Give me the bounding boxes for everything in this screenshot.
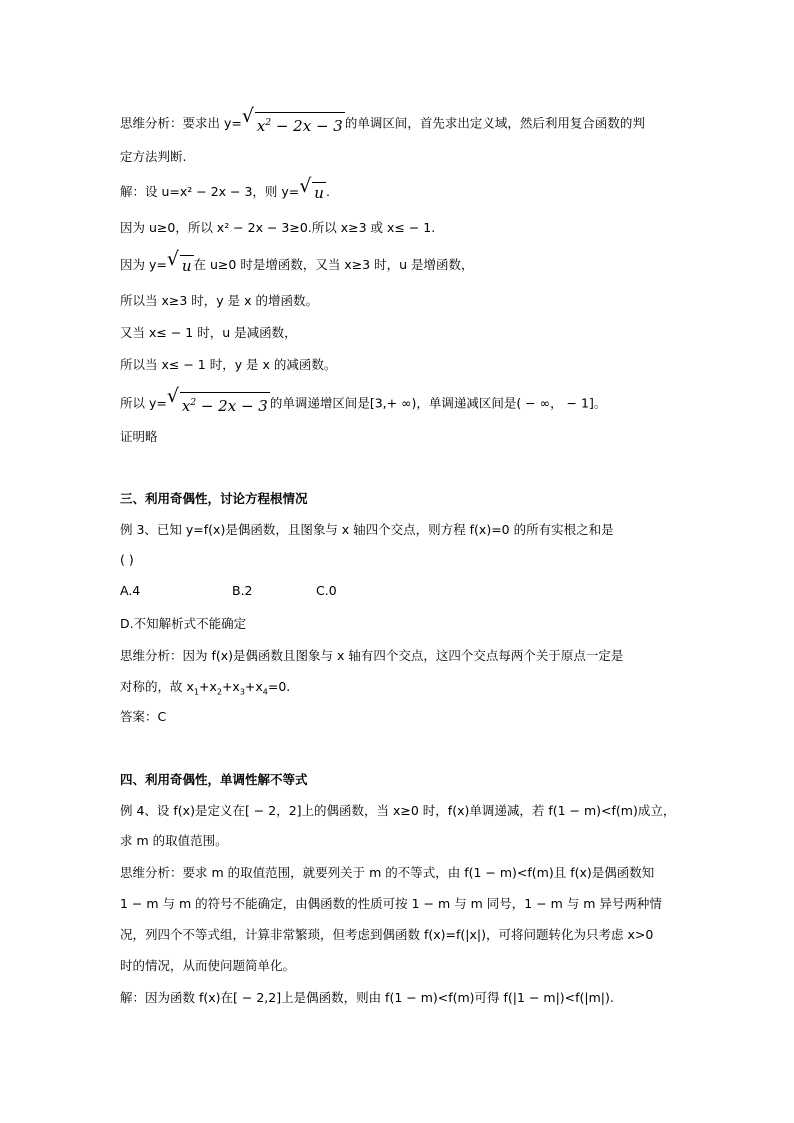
example-3-line-2: ( ) bbox=[120, 552, 134, 567]
analysis-3-line-2: 对称的，故 $x_1+x_2+x_3+x_4=0$. bbox=[120, 679, 291, 697]
text: 的单调递增区间是[3,+ ∞)，单调递减区间是( − ∞， − 1]。 bbox=[269, 395, 607, 411]
analysis-line-1 bbox=[120, 105, 645, 136]
text: 所以 y= bbox=[120, 395, 167, 411]
text: 在 u≥0 时是增函数，又当 x≥3 时，u 是增函数， bbox=[193, 257, 474, 272]
sqrt-expression bbox=[166, 385, 270, 416]
solution-line-7 bbox=[120, 385, 607, 416]
radical-sign: √ bbox=[166, 385, 179, 407]
analysis-4-line-4: 时的情况，从而使问题简单化。 bbox=[120, 958, 296, 973]
option-b: B.2 bbox=[232, 583, 253, 598]
analysis-4-line-2: 1 − m 与 m 的符号不能确定，由偶函数的性质可按 1 − m 与 m 同号，1 − m 与 m 异号两种情 bbox=[120, 896, 662, 911]
analysis-4-line-3: 况，列四个不等式组，计算非常繁琐，但考虑到偶函数 f(x)=f(|x|)，可将问题转化为只考虑 x>0 bbox=[120, 927, 654, 942]
sqrt-expression: √ u bbox=[299, 175, 324, 202]
radicand: $x^2 - 2x - 3$ bbox=[180, 392, 270, 415]
solution-4-line-1: 解：因为函数 f(x)在[ − 2,2]上是偶函数，则由 f(1 − m)<f(m)可得 f(|1 − m|)<f(|m|). bbox=[120, 990, 614, 1005]
solution-line-6: 所以当 x≤ − 1 时，y 是 x 的减函数。 bbox=[120, 357, 337, 372]
answer-3: 答案：C bbox=[120, 709, 167, 724]
text: 思维分析：要求出 y= bbox=[120, 115, 242, 131]
solution-line-5: 又当 x≤ − 1 时，u 是减函数， bbox=[120, 325, 297, 340]
solution-line-3 bbox=[120, 248, 474, 276]
option-d: D.不知解析式不能确定 bbox=[120, 616, 247, 631]
radical-sign: √ bbox=[166, 248, 179, 270]
text: 因为 y= bbox=[120, 257, 167, 272]
text: . bbox=[325, 184, 330, 199]
radical-sign: √ bbox=[241, 105, 254, 127]
option-a: A.4 bbox=[120, 583, 141, 598]
radicand: $x^2 - 2x - 3$ bbox=[255, 112, 345, 135]
analysis-4-line-1: 思维分析：要求 m 的取值范围，就要列关于 m 的不等式，由 f(1 − m)<f(m)且 f(x)是偶函数知 bbox=[120, 865, 655, 880]
example-3-line-1: 例 3、已知 y=f(x)是偶函数，且图象与 x 轴四个交点，则方程 f(x)=0 的所有实根之和是 bbox=[120, 522, 614, 537]
text: 解：设 u=x² − 2x − 3，则 y= bbox=[120, 184, 300, 199]
example-4-line-1: 例 4、设 f(x)是定义在[ − 2，2]上的偶函数，当 x≥0 时，f(x)单调递减，若 f(1 − m)<f(m)成立， bbox=[120, 803, 676, 818]
option-c: C.0 bbox=[316, 583, 337, 598]
text: 的单调区间，首先求出定义域，然后利用复合函数的判 bbox=[344, 115, 645, 131]
section-heading-4: 四、利用奇偶性，单调性解不等式 bbox=[120, 772, 308, 787]
sqrt-expression: √ u bbox=[166, 248, 192, 275]
solution-line-1 bbox=[120, 175, 330, 203]
options-row bbox=[120, 582, 337, 600]
solution-line-4: 所以当 x≥3 时，y 是 x 的增函数。 bbox=[120, 293, 318, 308]
solution-line-2: 因为 u≥0，所以 x² − 2x − 3≥0.所以 x≥3 或 x≤ − 1. bbox=[120, 220, 436, 235]
analysis-3-line-1: 思维分析：因为 f(x)是偶函数且图象与 x 轴有四个交点，这四个交点每两个关于原点一定是 bbox=[120, 648, 624, 663]
example-4-line-2: 求 m 的取值范围。 bbox=[120, 833, 228, 848]
sqrt-expression bbox=[241, 105, 345, 136]
analysis-line-2: 定方法判断. bbox=[120, 149, 187, 164]
proof-omitted: 证明略 bbox=[120, 429, 158, 444]
section-heading-3: 三、利用奇偶性，讨论方程根情况 bbox=[120, 491, 308, 506]
radical-sign: √ bbox=[299, 175, 312, 197]
